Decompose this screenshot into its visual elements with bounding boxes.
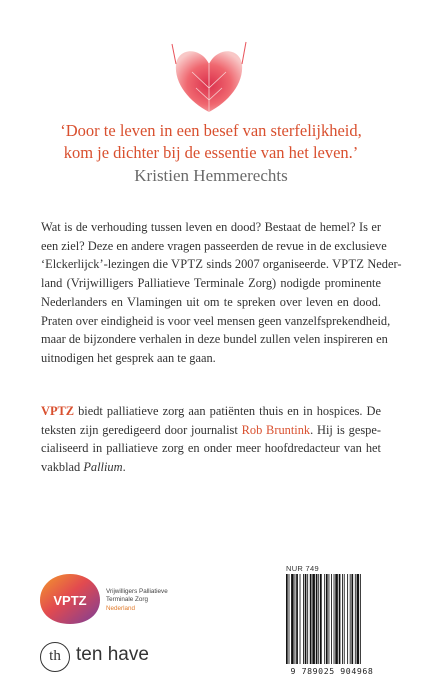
barcode-bar — [334, 574, 335, 664]
barcode-bar — [318, 574, 319, 664]
barcode-bar — [291, 574, 294, 664]
description-paragraph-2 — [41, 402, 381, 477]
barcode-bars — [282, 574, 386, 666]
text-line: ‘Elckerlijck’-lezingen die VPTZ sinds 2007 organiseerde. VPTZ Neder- — [41, 257, 402, 272]
publisher-logo-mark: th — [40, 642, 70, 672]
nur-code: NUR 749 — [286, 564, 319, 573]
barcode-bar — [331, 574, 332, 664]
leaf-illustration — [170, 38, 248, 116]
barcode-bar — [360, 574, 361, 664]
barcode-bar — [286, 574, 288, 664]
text-line: land (Vrijwilligers Palliatieve Terminale Zorg) nodigde prominente — [41, 276, 381, 291]
barcode-bar — [296, 574, 298, 664]
barcode-bar — [310, 574, 312, 664]
barcode-bar — [312, 574, 315, 664]
barcode-bar — [303, 574, 304, 664]
text-line: Praten over eindigheid is voor veel mensen geen vanzelfsprekendheid, — [41, 313, 391, 328]
barcode-bar — [351, 574, 353, 664]
barcode-bar — [326, 574, 328, 664]
barcode-bar — [347, 574, 348, 664]
barcode-bar — [329, 574, 330, 664]
editor-name: Rob Bruntink — [241, 422, 311, 437]
text-line: teksten zijn geredigeerd door journalist Rob Bruntink. Hij is gespe- — [41, 422, 382, 437]
barcode-bar — [300, 574, 301, 664]
pull-quote — [40, 120, 382, 164]
barcode-bar — [307, 574, 308, 664]
svg-text:VPTZ: VPTZ — [53, 593, 87, 608]
text-line: maar de bijzondere verhalen in deze bundel zullen velen inspireren en — [41, 332, 388, 347]
barcode-bar — [355, 574, 356, 664]
description-paragraph-1 — [41, 218, 402, 368]
text-line: Nederlanders en Vlamingen uit om te spreken over leven en dood. — [41, 294, 381, 309]
text-line: cialiseerd in palliatieve zorg en onder meer hoofdredacteur van het — [41, 441, 381, 456]
quote-line-2: kom je dichter bij de essentie van het leven.’ — [63, 143, 359, 162]
barcode-bar — [320, 574, 322, 664]
text-line: Wat is de verhouding tussen leven en dood? Bestaat de hemel? Is er — [41, 220, 381, 234]
text-line: een ziel? Deze en andere vragen passeerden de revue in de exclusieve — [41, 238, 387, 253]
barcode-bar — [339, 574, 341, 664]
quote-line-1: ‘Door te leven in een besef van sterfelijkheid, — [60, 121, 362, 140]
text-line: uitnodigen het gesprek aan te gaan. — [41, 350, 216, 365]
quote-author: Kristien Hemmerechts — [134, 166, 288, 185]
barcode-bar — [316, 574, 318, 664]
vptz-logo-text: Vrijwilligers Palliatieve Terminale Zorg Nederland — [106, 588, 168, 612]
text-line: VPTZ biedt palliatieve zorg aan patiënten thuis en in hospices. De — [41, 404, 381, 418]
barcode-bar — [295, 574, 296, 664]
vptz-logo — [38, 572, 102, 626]
barcode-bar — [342, 574, 343, 664]
barcode-bar — [350, 574, 351, 664]
barcode-bar — [324, 574, 325, 664]
barcode-bar — [344, 574, 345, 664]
barcode-bar — [335, 574, 338, 664]
isbn-number: 9 789025 904968 — [290, 666, 374, 676]
magazine-title: Pallium — [83, 460, 123, 475]
barcode — [282, 574, 386, 680]
vptz-brand-text: VPTZ — [41, 404, 75, 418]
text-line: vakblad Pallium. — [41, 460, 126, 475]
barcode-bar — [357, 574, 360, 664]
barcode-bar — [305, 574, 307, 664]
barcode-bar — [289, 574, 290, 664]
publisher-name: ten have — [76, 644, 149, 665]
